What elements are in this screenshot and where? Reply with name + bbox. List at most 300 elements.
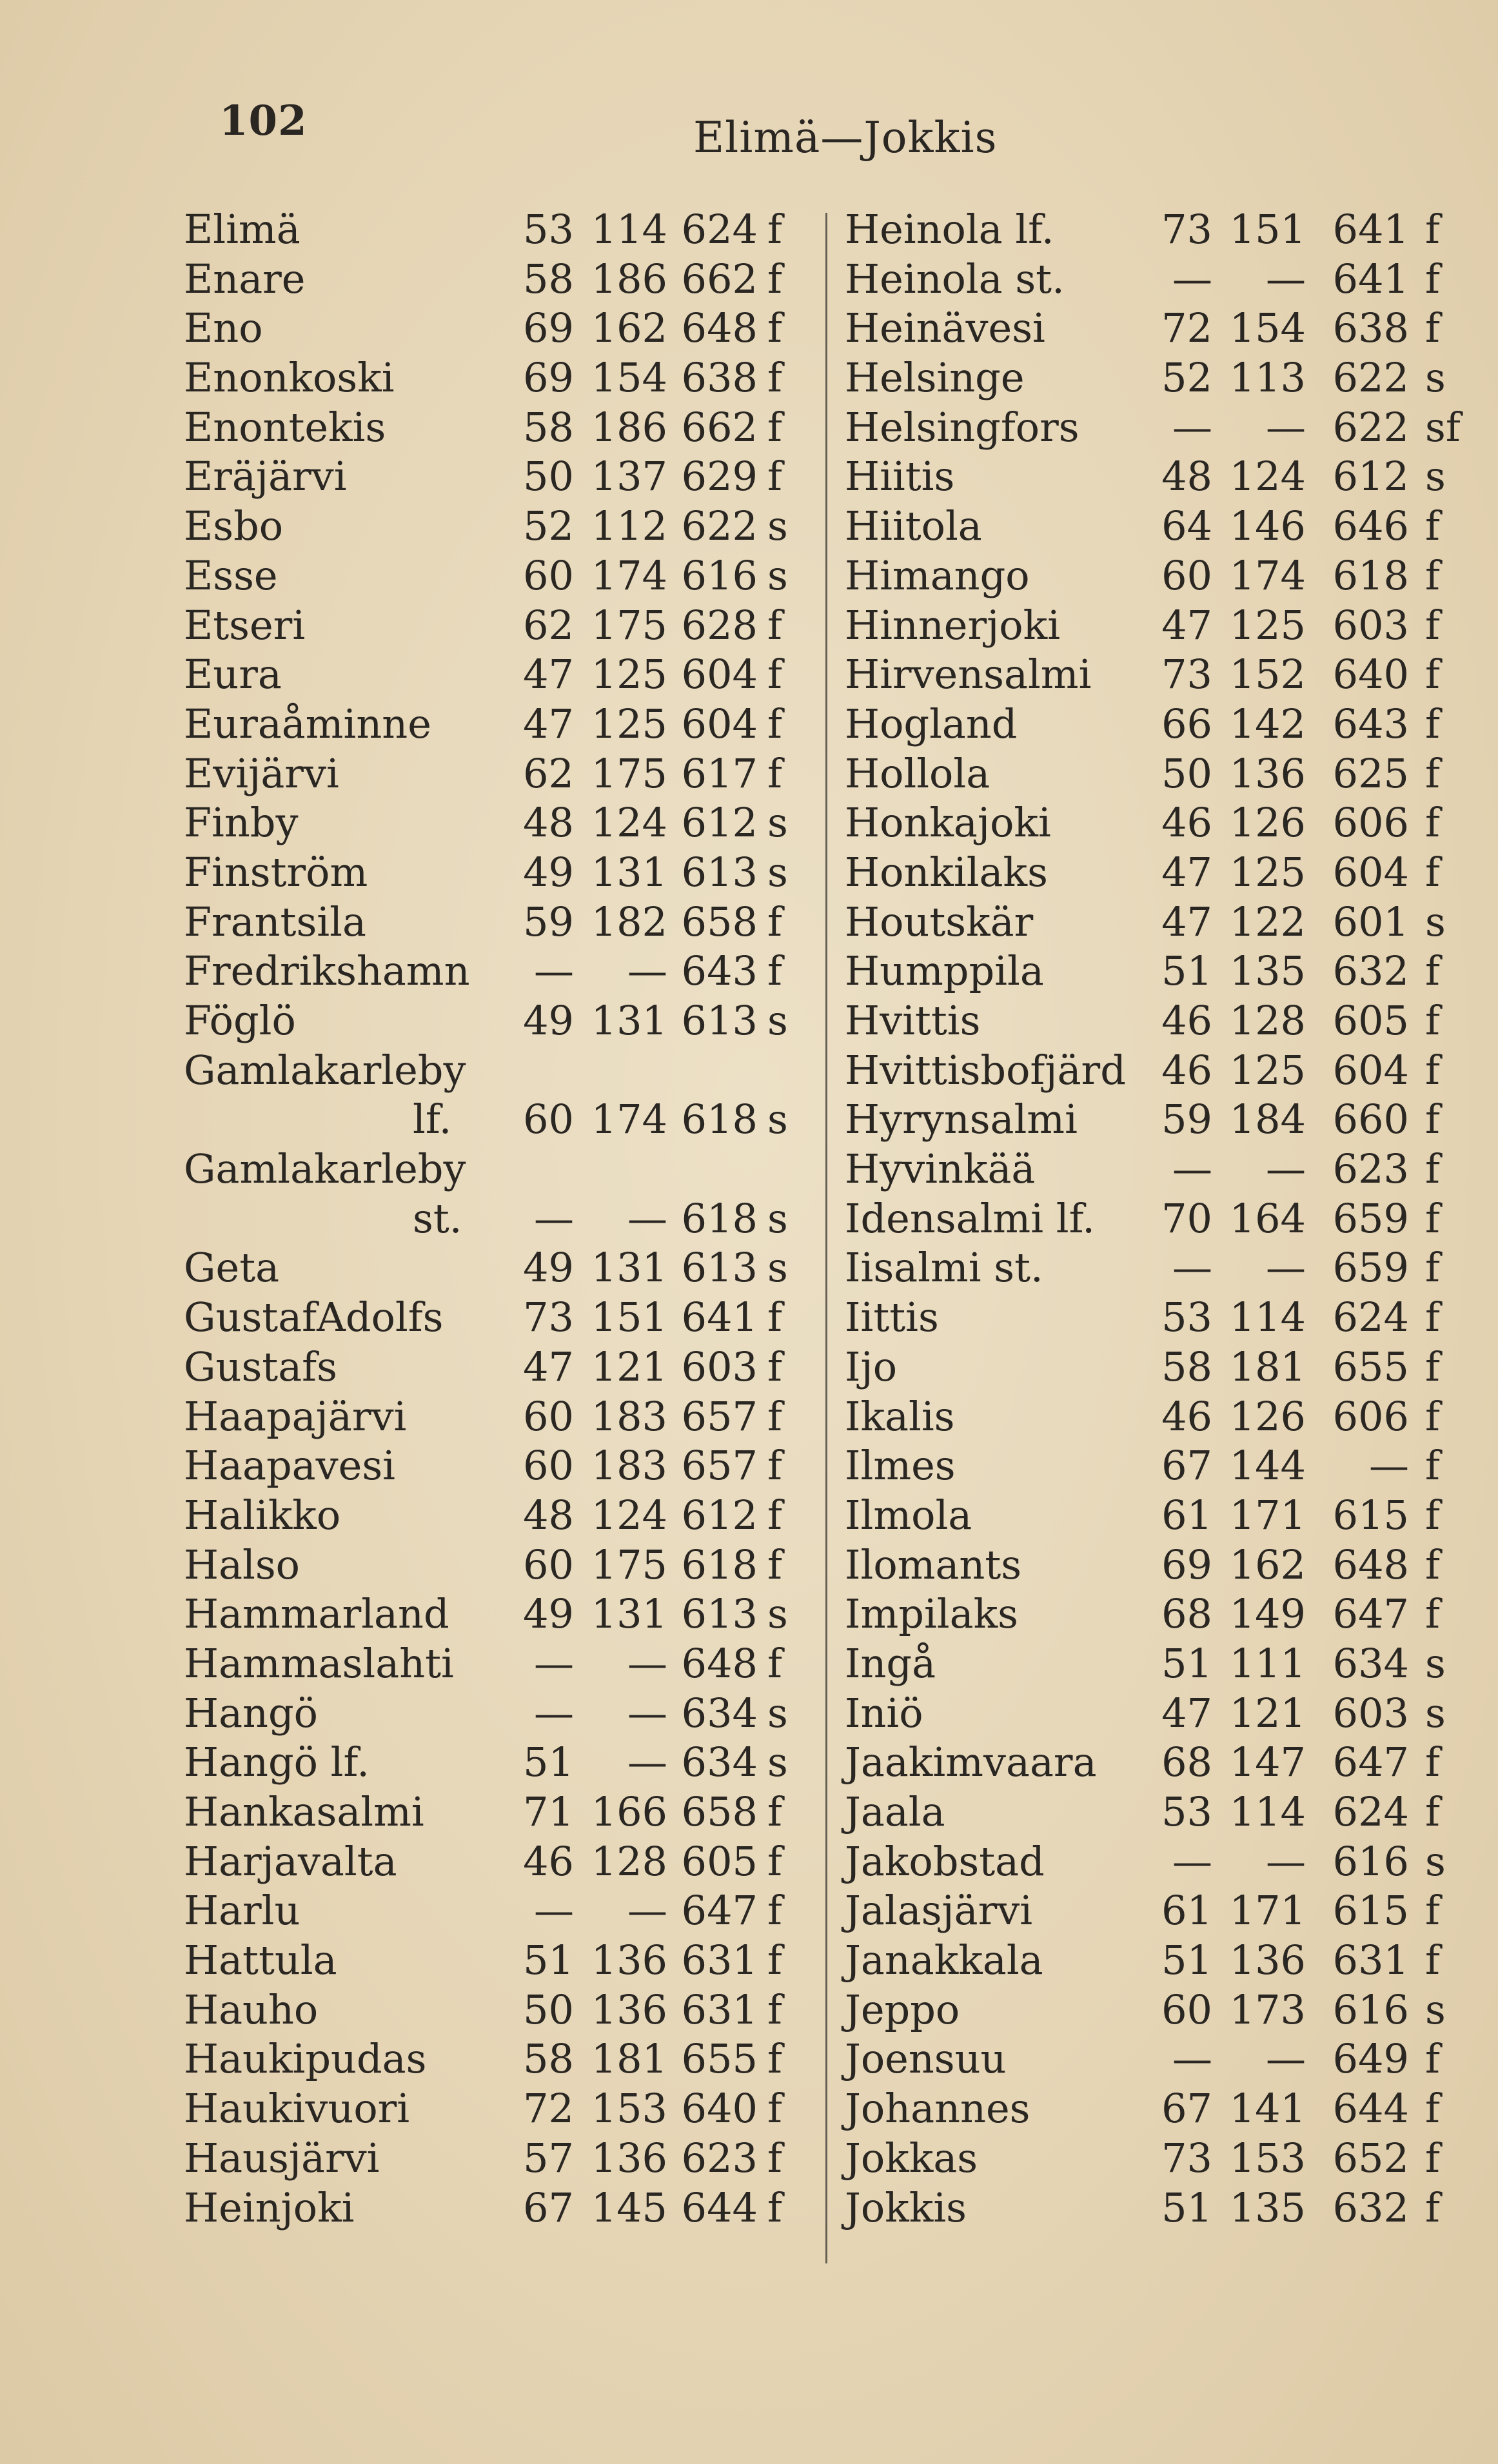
value-s: f [1425,1392,1440,1440]
place-name: Jakobstad [845,1837,1045,1885]
value-a: — [1172,1837,1212,1885]
table-row [184,403,809,453]
place-name: lf. [413,1096,452,1143]
value-c: 612 [1332,453,1409,500]
value-c: 638 [681,354,758,402]
value-s: s [1425,1689,1446,1737]
value-c: 622 [1332,354,1409,402]
value-s: s [767,1194,788,1242]
place-name: Geta [184,1244,280,1292]
value-b: 124 [1229,453,1306,500]
value-b: 142 [1229,700,1306,747]
value-b: 162 [1229,1541,1306,1588]
value-a: 48 [523,1491,574,1539]
value-b: 173 [1229,1986,1306,2033]
table-row [184,1639,809,1689]
value-s: f [1425,1343,1440,1390]
value-c: 625 [1332,749,1409,797]
value-b: 131 [591,997,667,1044]
value-b: — [627,1194,667,1242]
value-a: 47 [1161,848,1212,896]
place-name: Halso [184,1541,301,1588]
table-row [845,551,1483,601]
value-b: 125 [591,700,667,747]
place-name: Halikko [184,1491,341,1539]
value-b: 111 [1229,1639,1306,1687]
value-c: 616 [1332,1986,1409,2033]
value-b: 126 [1229,799,1306,847]
value-s: f [1425,700,1440,747]
place-name: Iisalmi st. [845,1244,1043,1292]
value-s: s [1425,354,1446,402]
place-name: Finby [184,799,299,847]
table-row [184,2134,809,2183]
value-s: f [1425,1194,1440,1242]
value-s: s [767,1739,788,1786]
value-c: 604 [1332,848,1409,896]
value-c: 641 [1332,255,1409,302]
value-a: 46 [1161,1046,1212,1094]
table-row [845,898,1483,947]
value-s: f [767,403,782,451]
value-s: s [767,1590,788,1638]
value-c: 631 [1332,1937,1409,1984]
value-a: 52 [1161,354,1212,402]
value-a: — [534,1887,574,1935]
table-row [845,2134,1483,2183]
value-s: f [1425,551,1440,599]
value-b: 171 [1229,1887,1306,1935]
place-name: Hankasalmi [184,1788,424,1835]
place-name: Fredrikshamn [184,947,470,995]
value-c: 617 [681,749,758,797]
value-b: 121 [591,1343,667,1390]
value-a: 62 [523,749,574,797]
value-c: 603 [681,1343,758,1390]
value-b: — [1266,255,1306,302]
table-row [845,650,1483,700]
place-name: Iniö [845,1689,923,1737]
value-a: 46 [1161,997,1212,1044]
value-s: f [1425,2134,1440,2182]
table-row [184,1243,809,1293]
value-a: — [534,1639,574,1687]
place-name: Ilmes [845,1442,956,1490]
value-s: f [767,1887,782,1935]
value-s: f [767,1491,782,1539]
place-name: Hammaslahti [184,1639,454,1687]
value-b: 181 [1229,1343,1306,1390]
value-c: 612 [681,1491,758,1539]
value-b: — [1266,1837,1306,1885]
table-row [845,1689,1483,1739]
place-name: Hinnerjoki [845,601,1061,649]
value-s: f [767,947,782,995]
place-name: Eno [184,304,263,352]
value-c: 604 [681,651,758,698]
value-a: 66 [1161,700,1212,747]
value-b: 135 [1229,2183,1306,2231]
value-s: f [767,700,782,747]
value-a: 52 [523,502,574,550]
place-name: Hiitola [845,502,982,550]
value-b: 175 [591,749,667,797]
value-c: 631 [681,1986,758,2033]
place-name: Elimä [184,206,301,253]
value-b: 147 [1229,1739,1306,1786]
value-s: sf [1425,403,1461,451]
value-b: — [627,947,667,995]
value-b: 131 [591,1590,667,1638]
place-name: Jaala [845,1788,945,1835]
value-c: 616 [1332,1837,1409,1885]
value-b: 137 [591,453,667,500]
value-b: 131 [591,1244,667,1292]
value-a: 68 [1161,1739,1212,1786]
value-a: 69 [523,304,574,352]
value-a: 46 [1161,799,1212,847]
place-name: Iittis [845,1294,939,1341]
value-c: 615 [1332,1491,1409,1539]
table-row [184,1936,809,1986]
value-c: 634 [681,1739,758,1786]
value-s: f [1425,848,1440,896]
value-a: 59 [523,898,574,945]
value-a: 51 [523,1937,574,1984]
place-name: Houtskär [845,898,1034,945]
value-s: f [767,1986,782,2033]
value-s: f [1425,749,1440,797]
value-b: 174 [591,551,667,599]
place-name: Hangö [184,1689,318,1737]
value-s: f [1425,1442,1440,1490]
value-s: f [1425,304,1440,352]
table-row [184,798,809,848]
value-b: 114 [1229,1294,1306,1341]
place-name: Ikalis [845,1392,955,1440]
value-c: 647 [1332,1590,1409,1638]
value-c: 662 [681,255,758,302]
value-b: — [627,1739,667,1786]
place-name: Enontekis [184,403,386,451]
place-name: Ijo [845,1343,898,1390]
value-a: 60 [523,1442,574,1490]
value-c: 622 [681,502,758,550]
table-row [845,1541,1483,1590]
value-a: — [1172,2035,1212,2083]
value-b: 135 [1229,947,1306,995]
value-a: 67 [1161,2085,1212,2133]
table-row [184,452,809,502]
value-s: f [1425,1590,1440,1638]
value-b: 126 [1229,1392,1306,1440]
value-s: f [767,453,782,500]
table-row [845,452,1483,502]
value-b: 152 [1229,651,1306,698]
value-b: 162 [591,304,667,352]
value-c: 618 [681,1096,758,1143]
table-row [845,1886,1483,1936]
value-s: s [767,1096,788,1143]
value-b: 186 [591,403,667,451]
value-c: 631 [681,1937,758,1984]
table-row [184,1837,809,1887]
table-row [184,898,809,947]
value-b: 145 [591,2183,667,2231]
value-s: f [1425,601,1440,649]
table-row [184,1886,809,1936]
value-a: 48 [523,799,574,847]
value-a: — [1172,1145,1212,1193]
value-a: 68 [1161,1590,1212,1638]
value-s: f [1425,997,1440,1044]
value-c: 613 [681,1244,758,1292]
value-a: 60 [523,1541,574,1588]
place-name: Humppila [845,947,1044,995]
place-name: Ilomants [845,1541,1022,1588]
value-c: 648 [681,1639,758,1687]
place-name: Enare [184,255,306,302]
table-row [845,1046,1483,1096]
value-s: s [767,848,788,896]
value-a: 60 [1161,551,1212,599]
value-b: 175 [591,1541,667,1588]
table-row [184,1145,809,1194]
value-a: 67 [1161,1442,1212,1490]
value-a: 48 [1161,453,1212,500]
value-b: 121 [1229,1689,1306,1737]
table-row [845,1738,1483,1788]
value-b: 164 [1229,1194,1306,1242]
table-row [845,947,1483,996]
place-name: Jaakimvaara [845,1739,1097,1786]
value-s: s [1425,898,1446,945]
value-a: 58 [523,255,574,302]
value-a: 49 [523,848,574,896]
value-c: 652 [1332,2134,1409,2182]
value-s: f [767,651,782,698]
value-c: 618 [681,1194,758,1242]
value-s: f [1425,1887,1440,1935]
value-b: 128 [591,1837,667,1885]
value-s: f [1425,502,1440,550]
value-c: 660 [1332,1096,1409,1143]
value-b: — [1266,2035,1306,2083]
value-b: 136 [1229,1937,1306,1984]
value-a: 64 [1161,502,1212,550]
place-name: GustafAdolfs [184,1294,444,1341]
place-name: Gamlakarleby [184,1145,466,1193]
value-s: f [767,1442,782,1490]
value-b: 186 [591,255,667,302]
value-a: 47 [523,651,574,698]
table-row [845,255,1483,304]
table-row [184,700,809,749]
value-s: s [767,997,788,1044]
left-column [184,205,809,2232]
table-row [184,353,809,403]
value-s: s [767,551,788,599]
value-a: 69 [523,354,574,402]
value-b: 149 [1229,1590,1306,1638]
running-head: Elimä—Jokkis [693,113,998,163]
table-row [184,650,809,700]
table-row [845,403,1483,453]
table-row [184,502,809,551]
value-s: f [1425,799,1440,847]
table-row [845,1639,1483,1689]
value-c: 604 [681,700,758,747]
table-row [184,1095,809,1145]
value-a: 50 [523,453,574,500]
value-a: 53 [1161,1788,1212,1835]
value-a: 67 [523,2183,574,2231]
place-name: Gustafs [184,1343,337,1390]
value-a: 60 [523,551,574,599]
place-name: Helsingfors [845,403,1079,451]
value-c: 605 [681,1837,758,1885]
value-a: 73 [1161,206,1212,253]
value-c: 647 [681,1887,758,1935]
place-name: Helsinge [845,354,1025,402]
value-a: 47 [523,1343,574,1390]
table-row [845,304,1483,353]
value-a: 60 [523,1392,574,1440]
value-a: 72 [523,2085,574,2133]
table-row [184,1986,809,2035]
value-a: 71 [523,1788,574,1835]
value-c: 643 [1332,700,1409,747]
value-a: — [534,947,574,995]
place-name: Etseri [184,601,306,649]
value-b: 125 [1229,848,1306,896]
value-a: 73 [1161,2134,1212,2182]
value-a: 47 [1161,898,1212,945]
place-name: Hirvensalmi [845,651,1092,698]
value-c: 613 [681,848,758,896]
place-name: Hammarland [184,1590,449,1638]
place-name: Hvittisbofjärd [845,1046,1126,1094]
value-a: 61 [1161,1491,1212,1539]
column-divider [825,213,827,2263]
value-c: 644 [681,2183,758,2231]
right-column [845,205,1483,2232]
place-name: Hausjärvi [184,2134,380,2182]
value-c: 657 [681,1392,758,1440]
place-name: Jeppo [845,1986,960,2033]
value-a: 58 [523,403,574,451]
place-name: Honkilaks [845,848,1048,896]
place-name: Heinola st. [845,255,1065,302]
value-c: 601 [1332,898,1409,945]
place-name: Idensalmi lf. [845,1194,1096,1242]
place-name: Honkajoki [845,799,1051,847]
value-c: 605 [1332,997,1409,1044]
value-c: 616 [681,551,758,599]
place-name: Frantsila [184,898,366,945]
value-a: 51 [1161,2183,1212,2231]
value-a: 51 [1161,1639,1212,1687]
value-c: 641 [681,1294,758,1341]
value-b: 171 [1229,1491,1306,1539]
place-name: Johannes [845,2085,1030,2133]
place-name: st. [413,1194,462,1242]
value-b: 125 [1229,601,1306,649]
value-s: f [767,1343,782,1390]
table-row [845,1837,1483,1887]
value-s: f [1425,2183,1440,2231]
value-b: 136 [591,1937,667,1984]
table-row [845,601,1483,651]
value-a: 50 [523,1986,574,2033]
value-b: 151 [591,1294,667,1341]
table-row [184,1194,809,1244]
table-row [184,1392,809,1442]
value-s: f [767,2085,782,2133]
table-row [845,1788,1483,1837]
place-name: Heinola lf. [845,206,1054,253]
value-s: f [767,2035,782,2083]
table-row [184,1788,809,1837]
value-b: — [627,1689,667,1737]
place-name: Jalasjärvi [845,1887,1033,1935]
place-name: Jokkis [845,2183,967,2231]
value-c: 623 [681,2134,758,2182]
value-s: f [1425,1244,1440,1292]
value-c: 604 [1332,1046,1409,1094]
value-a: 46 [523,1837,574,1885]
value-b: 144 [1229,1442,1306,1490]
table-row [845,1590,1483,1639]
table-row [184,1689,809,1739]
value-a: 70 [1161,1194,1212,1242]
table-row [845,1243,1483,1293]
value-s: s [767,1244,788,1292]
place-name: Harjavalta [184,1837,397,1885]
place-name: Impilaks [845,1590,1018,1638]
value-c: 648 [1332,1541,1409,1588]
value-s: f [1425,1739,1440,1786]
value-s: f [1425,1294,1440,1341]
value-b: 174 [1229,551,1306,599]
table-row [845,700,1483,749]
value-b: 175 [591,601,667,649]
table-row [845,1293,1483,1343]
table-row [184,1738,809,1788]
value-s: f [1425,947,1440,995]
value-b: 153 [1229,2134,1306,2182]
place-name: Haapavesi [184,1442,396,1490]
value-s: f [767,206,782,253]
value-s: f [1425,651,1440,698]
table-row [845,2035,1483,2084]
value-s: s [767,799,788,847]
value-a: — [1172,255,1212,302]
value-s: f [767,1639,782,1687]
place-name: Gamlakarleby [184,1046,466,1094]
value-a: 49 [523,997,574,1044]
value-c: 658 [681,1788,758,1835]
value-a: 53 [1161,1294,1212,1341]
value-s: f [1425,1145,1440,1193]
value-a: 47 [523,700,574,747]
value-s: f [767,1541,782,1588]
value-a: 69 [1161,1541,1212,1588]
table-row [845,353,1483,403]
value-s: f [1425,1541,1440,1588]
value-s: f [1425,1096,1440,1143]
value-a: — [1172,403,1212,451]
